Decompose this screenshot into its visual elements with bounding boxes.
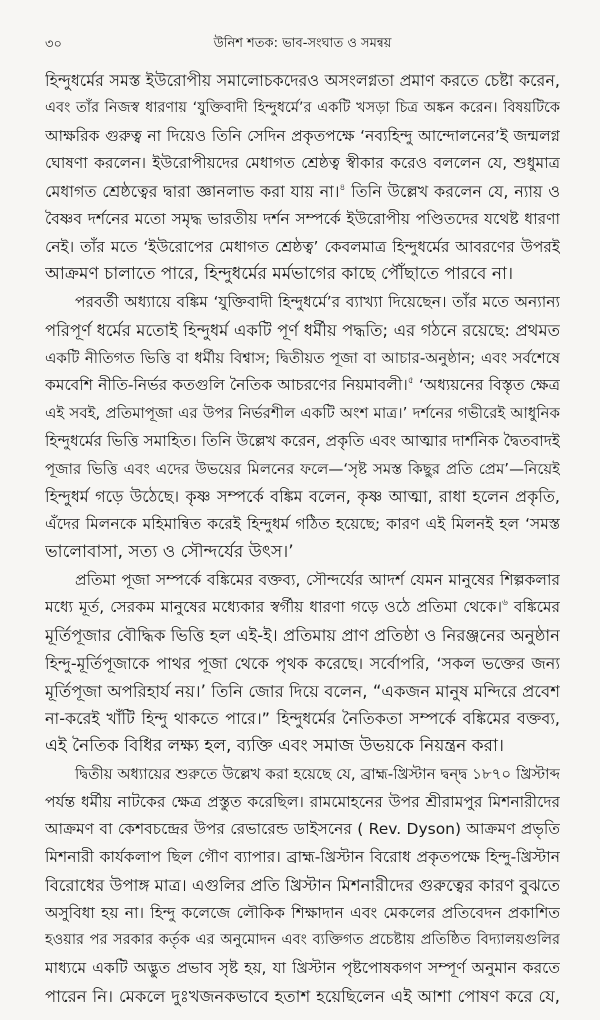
text-line xyxy=(45,567,560,595)
line-text: মিশনারী কার্যকলাপ ছিল গৌণ ব্যাপার। ব্রাহ্ম-খ্রিস্টান বিরোধ প্রকৃতপক্ষে হিন্দু-খ্রিস্টান xyxy=(45,848,560,866)
text-line xyxy=(45,428,560,456)
line-text: এঁদের মিলনকে মহিমান্বিত করেই হিন্দুধর্ম গঠিত হয়েছে; কারণ এই মিলনই হল ‘সমস্ত xyxy=(45,515,560,533)
text-line xyxy=(45,95,560,123)
line-text: আক্রমণ বা কেশবচন্দ্রের উপর রেভারেন্ড ডাইসনের ( Rev. Dyson) আক্রমণ প্রভৃতি xyxy=(45,820,560,839)
line-text: এই নৈতিক বিধির লক্ষ্য হল, ব্যক্তি এবং সমাজ উভয়কে নিয়ন্ত্রন করা। xyxy=(45,736,504,756)
line-text: নেই। তাঁর মতে ‘ইউরোপের মেধাগত শ্রেষ্ঠত্ব’ কেবলমাত্র হিন্দুধর্মের আবরণের উপরই xyxy=(45,237,560,256)
line-text: তিনি উল্লেখ করলেন যে, ন্যায় ও xyxy=(345,182,560,201)
text-line xyxy=(45,733,560,761)
line-text: হিন্দু-মূর্তিপূজাকে পাথর পূজা থেকে পৃথক করেছে। সর্বোপরি, ‘সকল ভক্তের জন্য xyxy=(45,653,560,673)
text-line xyxy=(45,983,560,1011)
line-text: মাধ্যমে একটি অদ্ভুত প্রভাব সৃষ্ট হয়, যা খ্রিস্টান পৃষ্টপোষকগণ সম্পূর্ণ অনুমান করতে xyxy=(45,959,560,977)
line-text: পরিপূর্ণ ধর্মের মতোই হিন্দুধর্ম একটি পূর্ণ ধর্মীয় পদ্ধতি; এর গঠনে রয়েছে: প্রথমত xyxy=(45,320,560,340)
line-text: ঘোষণা করলেন। ইউরোপীয়দের মেধাগত শ্রেষ্ঠত্ব স্বীকার করেও বললেন যে, শুধুমাত্র xyxy=(45,154,560,173)
line-text: আক্ষরিক গুরুত্ব না দিয়েও তিনি সেদিন প্রকৃতপক্ষে ‘নব্যহিন্দু আন্দোলনের’ই জন্মলগ্ন xyxy=(45,126,560,145)
text-line xyxy=(45,872,560,900)
text-line xyxy=(45,123,560,151)
line-text: বিরোধের উপাঙ্গ মাত্র। এগুলির প্রতি খ্রিস্টান মিশনারীদের গুরুত্বের কারণ বুঝতে xyxy=(45,875,560,895)
line-text: অসুবিধা হয় না। হিন্দু কলেজে লৌকিক শিক্ষাদান এবং মেকলের প্রতিবেদন প্রকাশিত xyxy=(45,903,560,922)
footnote-marker: ৬ xyxy=(502,598,508,609)
line-text: কমবেশি নীতি-নির্ভর কতগুলি নৈতিক আচরণের নিয়মাবলী। xyxy=(45,376,408,395)
line-text: মূর্তিপূজা অপরিহার্য নয়।’ তিনি জোর দিয়ে বলেন, “একজন মানুষ মন্দিরে প্রবেশ xyxy=(45,681,560,701)
paragraph xyxy=(45,67,560,289)
line-text: এবং তাঁর নিজস্ব ধারণায় ‘যুক্তিবাদী হিন্দুধর্মে’র একটি খসড়া চিত্র অঙ্কন করেন। বিষয়টিকে xyxy=(45,99,560,116)
text-line xyxy=(45,789,560,817)
paragraph xyxy=(45,761,560,1011)
line-text: প্রতিমা পূজা সম্পর্কে বঙ্কিমের বক্তব্য, সৌন্দর্যের আদর্শ যেমন মানুষের শিল্পকলার xyxy=(75,570,560,589)
text-line xyxy=(45,372,560,400)
line-text: আক্রমণ চালাতে পারে, হিন্দুধর্মের মর্মভাগের কাছে পৌঁছাতে পারবে না। xyxy=(45,264,514,285)
text-line xyxy=(45,678,560,706)
text-line xyxy=(45,955,560,983)
text-line xyxy=(45,816,560,844)
line-text: পূজার ভিত্তি এবং এদের উভয়ের মিলনের ফলে—‘সৃষ্ট সমস্ত কিছুর প্রতি প্রেম’—নিয়েই xyxy=(45,459,560,478)
text-line xyxy=(45,261,560,289)
text-line xyxy=(45,150,560,178)
line-text: একটি নীতিগত ভিত্তি বা ধর্মীয় বিশ্বাস; দ্বিতীয়ত পূজা বা আচার-অনুষ্ঠান; এবং সর্বশেষে xyxy=(45,348,560,367)
line-text: না-করেই খাঁটি হিন্দু থাকতে পারে।” হিন্দুধর্মের নৈতিকতা সম্পর্কে বঙ্কিমের বক্তব্য, xyxy=(45,709,560,729)
line-text: এই সবই, প্রতিমাপূজা এর উপর নির্ভরশীল একটি অংশ মাত্র।’ দর্শনের গভীরেই আধুনিক xyxy=(45,404,560,422)
paragraph xyxy=(45,567,560,761)
line-text: দ্বিতীয় অধ্যায়ের শুরুতে উল্লেখ করা হয়েছে যে, ব্রাহ্ম-খ্রিস্টান দ্বন্দ্ব ১৮৭০ খ্রিস্টাব্দ xyxy=(75,764,560,783)
footnote-marker: ৫ xyxy=(407,376,414,387)
text-line xyxy=(45,67,560,95)
running-title: উনিশ শতক: ভাব-সংঘাত ও সমন্বয় xyxy=(213,36,392,51)
body-text xyxy=(45,67,560,1011)
text-line xyxy=(45,539,560,567)
page-number: ৩০ xyxy=(45,37,62,52)
text-line xyxy=(45,650,560,678)
text-line xyxy=(45,483,560,511)
line-text: পরবর্তী অধ্যায়ে বঙ্কিম ‘যুক্তিবাদী হিন্দুধর্মে’র ব্যাখ্যা দিয়েছেন। তাঁর মতে অন্যান্য xyxy=(75,293,560,311)
text-line xyxy=(45,844,560,872)
line-text: হিন্দুধর্ম গড়ে উঠেছে। কৃষ্ণ সম্পর্কে বঙ্কিম বলেন, কৃষ্ণ আত্মা, রাধা হলেন প্রকৃতি, xyxy=(45,487,560,507)
text-line xyxy=(45,705,560,733)
paragraph xyxy=(45,289,560,567)
text-line xyxy=(45,206,560,234)
line-text: বৈষ্ণব দর্শনের মতো সমৃদ্ধ ভারতীয় দর্শন সম্পর্কে ইউরোপীয় পণ্ডিতদের যথেষ্ট ধারণা xyxy=(45,209,560,228)
text-line xyxy=(45,594,560,622)
line-text: পর্যন্ত ধর্মীয় নাটকের ক্ষেত্র প্রস্তুত করেছিল। রামমোহনের উপর শ্রীরামপুর মিশনারীদের xyxy=(45,792,560,811)
line-text: হিন্দুধর্মের ভিত্তি সমাহিত। তিনি উল্লেখ করেন, প্রকৃতি এবং আত্মার দার্শনিক দ্বৈতবাদই xyxy=(45,431,560,450)
text-line xyxy=(45,234,560,262)
text-line xyxy=(45,400,560,428)
line-text: ভালোবাসা, সত্য ও সৌন্দর্যের উৎস।’ xyxy=(45,541,294,562)
text-line xyxy=(45,927,560,955)
text-line xyxy=(45,761,560,789)
text-line xyxy=(45,900,560,928)
line-text: হওয়ার পর সরকার কর্তৃক এর অনুমোদন এবং ব্যক্তিগত প্রচেষ্টায় প্রতিষ্ঠিত বিদ্যালয়গুলির xyxy=(45,932,560,949)
line-text: ‘অধ্যয়নের বিস্তৃত ক্ষেত্র xyxy=(413,376,560,395)
text-line xyxy=(45,178,560,206)
line-text: মূর্তিপূজার বৌদ্ধিক ভিত্তি হল এই-ই। প্রতিমায় প্রাণ প্রতিষ্ঠা ও নিরঞ্জনের অনুষ্ঠান xyxy=(45,626,560,645)
text-line xyxy=(45,317,560,345)
footnote-marker: ৪ xyxy=(339,183,346,193)
line-text: পারেন নি। মেকলে দুঃখজনকভাবে হতাশ হয়েছিলেন এই আশা পোষণ করে যে, xyxy=(45,986,560,1006)
text-line xyxy=(45,622,560,650)
text-line xyxy=(45,345,560,373)
line-text: মধ্যে মূর্ত, সেরকম মানুষের মধ্যেকার স্বর্গীয় ধারণা গড়ে ওঠে প্রতিমা থেকে। xyxy=(45,598,503,617)
text-line xyxy=(45,456,560,484)
text-line xyxy=(45,289,560,317)
running-header xyxy=(45,32,560,54)
line-text: হিন্দুধর্মের সমস্ত ইউরোপীয় সমালোচকদেরও অসংলগ্নতা প্রমাণ করতে চেষ্টা করেন, xyxy=(45,71,560,90)
text-line xyxy=(45,511,560,539)
line-text: বঙ্কিমের xyxy=(507,598,560,617)
line-text: মেধাগত শ্রেষ্ঠত্বের দ্বারা জ্ঞানলাভ করা যায় না। xyxy=(45,182,340,201)
